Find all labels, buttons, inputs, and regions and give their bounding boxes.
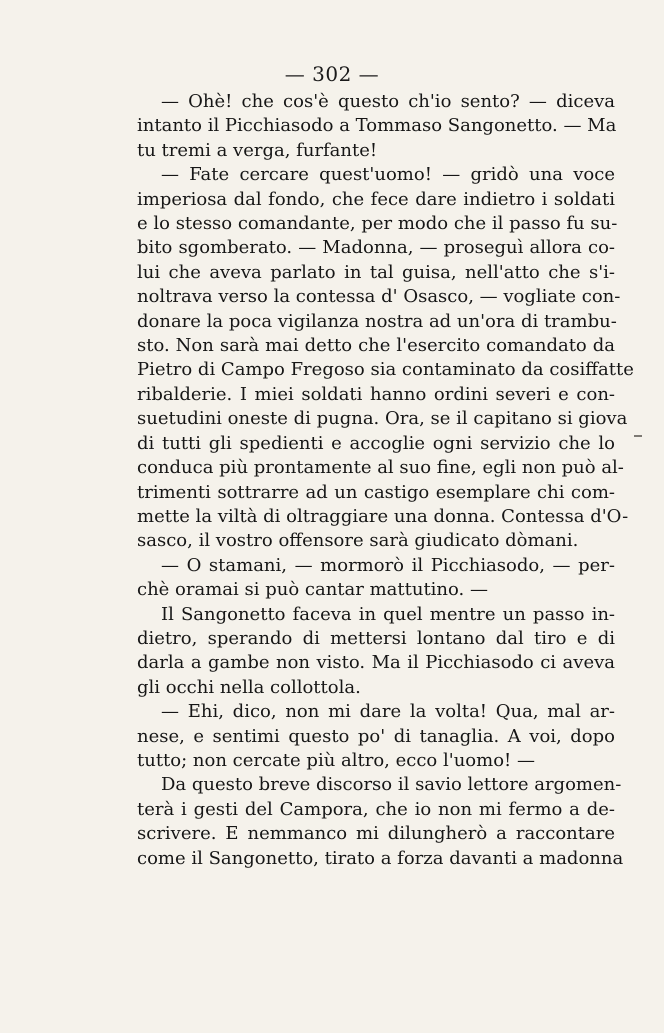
text-line: — Ehi, dico, non mi dare la volta! Qua, mal ar- [161,701,615,723]
text-line: lui che aveva parlato in tal guisa, nell'atto che s'i- [137,261,615,283]
text-line: — O stamani, — mormorò il Picchiasodo, — per- [161,554,615,576]
text-line: imperiosa dal fondo, che fece dare indietro i soldati [137,188,615,210]
text-line: come il Sangonetto, tirato a forza davanti a madonna [137,847,624,869]
text-line: noltrava verso la contessa d' Osasco, — vogliate con- [137,286,621,308]
text-line: Il Sangonetto faceva in quel mentre un passo in- [161,603,615,625]
text-line: di tutti gli spedienti e accoglie ogni servizio che lo [137,432,615,454]
text-line: — Fate cercare quest'uomo! — gridò una voce [161,164,615,186]
text-line: sasco, il vostro offensore sarà giudicato dòmani. [137,530,579,552]
text-line: Da questo breve discorso il savio lettore argomen- [161,774,622,796]
text-line: e lo stesso comandante, per modo che il passo fu su- [137,213,618,235]
text-line: sto. Non sarà mai detto che l'esercito comandato da [137,335,615,357]
margin-mark [634,435,642,437]
text-line: terà i gesti del Campora, che io non mi fermo a de- [137,798,615,820]
text-line: darla a gambe non visto. Ma il Picchiasodo ci aveva [137,652,615,674]
text-line: gli occhi nella collottola. [137,676,361,698]
text-line: bito sgomberato. — Madonna, — proseguì allora co- [137,237,615,259]
text-line: scrivere. E nemmanco mi dilungherò a raccontare [137,823,615,845]
text-line: tutto; non cercate più altro, ecco l'uomo! — [137,749,535,771]
text-line: conduca più prontamente al suo fine, egli non può al- [137,457,624,479]
text-line: dietro, sperando di mettersi lontano dal tiro e di [137,627,615,649]
text-line: intanto il Picchiasodo a Tommaso Sangonetto. — Ma [137,115,617,137]
text-line: nese, e sentimi questo po' di tanaglia. A voi, dopo [137,725,615,747]
text-line: trimenti sottrarre ad un castigo esemplare chi com- [137,481,615,503]
text-line: — Ohè! che cos'è questo ch'io sento? — diceva [161,91,615,112]
text-line: donare la poca vigilanza nostra ad un'ora di trambu- [137,310,617,332]
text-line: tu tremi a verga, furfante! [137,139,378,161]
text-line: Pietro di Campo Fregoso sia contaminato da cosiffatte [137,359,634,381]
text-line: ribalderie. I miei soldati hanno ordini severi e con- [137,383,615,405]
text-line: mette la viltà di oltraggiare una donna. Contessa d'O- [137,505,629,527]
page-number: — 302 — [284,62,380,86]
text-line: chè oramai si può cantar mattutino. — [137,579,488,601]
text-line: suetudini oneste di pugna. Ora, se il capitano si giova [137,408,628,430]
body-text [137,90,634,871]
